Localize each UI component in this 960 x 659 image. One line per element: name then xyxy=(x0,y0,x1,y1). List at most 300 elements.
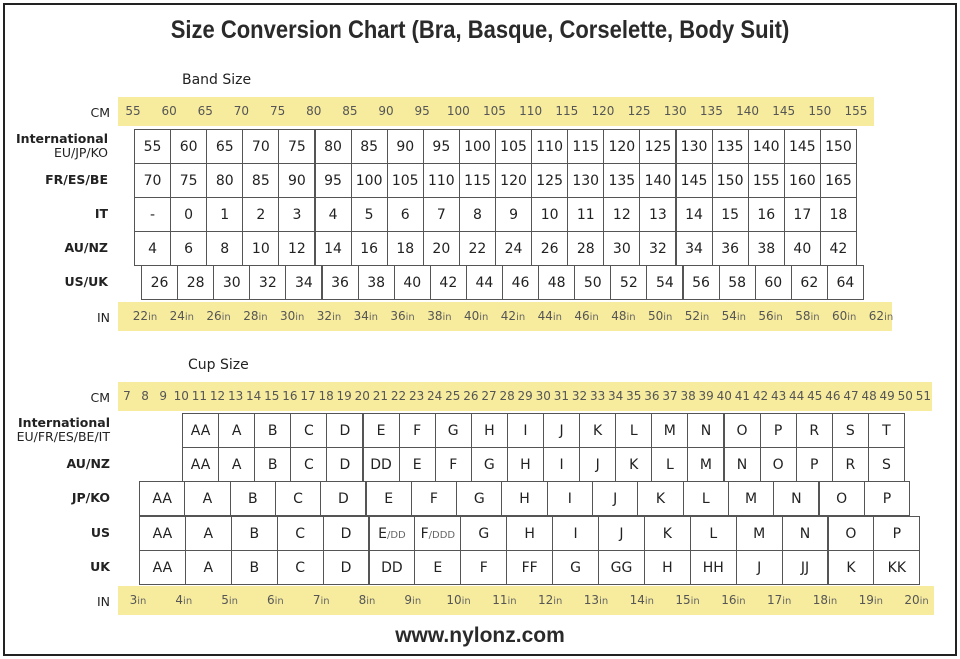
cup-cm-tick xyxy=(389,382,407,411)
cup-cm-tick-value: 11 xyxy=(191,389,208,403)
band-in-tick-value: 46 xyxy=(574,309,590,323)
cup-cell-value: A xyxy=(203,526,214,542)
band-cell xyxy=(820,163,857,198)
band-in-tick-value: 30 xyxy=(279,309,296,323)
band-row-label xyxy=(2,132,108,160)
cup-cell xyxy=(230,481,276,516)
cup-cell xyxy=(651,447,688,482)
cup-cm-tick xyxy=(371,382,389,411)
band-cell xyxy=(719,265,756,300)
band-cell xyxy=(423,197,460,232)
cup-cm-tick xyxy=(715,382,733,411)
band-cell xyxy=(603,163,640,198)
cup-cell xyxy=(290,447,327,482)
band-cell xyxy=(784,129,821,164)
cup-cm-tick-value: 37 xyxy=(662,389,678,403)
cup-cell-value: G xyxy=(570,560,581,576)
cup-in-tick-unit: in xyxy=(599,596,609,607)
band-cell-value: 62 xyxy=(800,275,819,291)
cup-in-tick xyxy=(253,586,299,615)
band-cell-value: 34 xyxy=(295,275,313,291)
band-cell xyxy=(538,265,575,300)
cup-cell xyxy=(363,413,400,448)
cup-cell-value: J xyxy=(559,423,564,439)
cup-in-tick-value: 17 xyxy=(766,593,783,607)
band-in-tick-unit: in xyxy=(148,312,158,323)
band-in-tick-value: 26 xyxy=(206,309,222,323)
cup-cell xyxy=(501,481,547,516)
band-cm-tick-value: 100 xyxy=(446,104,470,118)
cup-cell-value: A xyxy=(203,560,214,576)
band-in-tick-value: 36 xyxy=(390,309,406,323)
site-url: www.nylonz.com xyxy=(395,624,565,647)
cup-in-tick-value: 16 xyxy=(721,593,737,607)
cup-in-tick-value: 6 xyxy=(267,593,275,607)
band-cell-value: 65 xyxy=(215,139,234,155)
band-cell-value: 105 xyxy=(391,173,419,189)
band-in-tick xyxy=(642,302,679,331)
band-cell xyxy=(603,197,640,232)
band-cell-value: 54 xyxy=(656,275,674,291)
cup-cm-tick-value: 38 xyxy=(680,389,696,403)
cup-cell-value: E xyxy=(433,560,443,576)
cup-cm-tick xyxy=(281,382,299,411)
band-cell-value: 130 xyxy=(572,173,600,189)
band-cell xyxy=(820,231,857,266)
band-row-label: US/UK xyxy=(64,274,108,289)
cup-cell xyxy=(435,447,472,482)
band-cell-value: 55 xyxy=(143,139,162,155)
band-cell-value: 105 xyxy=(500,139,527,155)
band-in-tick-unit: in xyxy=(847,312,857,323)
cup-in-tick-value: 13 xyxy=(583,593,600,607)
cup-cm-tick xyxy=(534,382,552,411)
cup-in-tick-value: 7 xyxy=(312,593,321,607)
cup-cm-tick-value: 49 xyxy=(879,389,895,403)
cup-cm-tick-value: 17 xyxy=(300,389,316,403)
band-in-tick xyxy=(127,302,164,331)
cup-cell-value: A xyxy=(202,491,213,507)
cup-cell-value: D xyxy=(340,560,352,576)
cup-cell xyxy=(579,447,616,482)
band-cm-tick-value: 145 xyxy=(772,104,796,118)
band-row-label-line2: EU/JP/KO xyxy=(53,145,108,160)
cup-in-tick xyxy=(436,586,482,615)
band-cell-value: 26 xyxy=(150,275,169,291)
cup-cell-value: I xyxy=(559,457,564,473)
cup-cell xyxy=(460,516,507,551)
cup-cell xyxy=(868,447,905,482)
band-cell xyxy=(676,163,713,198)
band-cm-label: CM xyxy=(90,105,110,120)
band-cell xyxy=(315,129,352,164)
band-in-tick-unit: in xyxy=(332,312,342,323)
cup-in-tick xyxy=(298,586,344,615)
cup-cm-tick xyxy=(190,382,208,411)
cup-cm-tick-value: 28 xyxy=(499,389,515,403)
band-in-tick-unit: in xyxy=(295,312,305,323)
cup-cm-tick xyxy=(770,382,788,411)
band-cm-tick xyxy=(404,97,440,126)
cup-cell-value: AA xyxy=(190,457,211,473)
band-cell-value: 52 xyxy=(619,275,638,291)
band-cm-tick-value: 105 xyxy=(483,104,506,118)
cup-cell-value: I xyxy=(523,423,528,439)
band-cm-tick-value: 55 xyxy=(125,104,141,118)
band-cell xyxy=(206,163,243,198)
band-in-tick-unit: in xyxy=(368,312,378,323)
band-cell-value: 110 xyxy=(536,139,563,155)
band-row-label: AU/NZ xyxy=(64,240,108,255)
cup-cell-value: K xyxy=(593,423,603,439)
band-in-tick-unit: in xyxy=(184,312,194,323)
cup-cell xyxy=(690,550,737,585)
cup-in-tick xyxy=(665,586,711,615)
cup-cell-value: L xyxy=(709,526,718,542)
cup-cell xyxy=(687,447,724,482)
band-cell-value: 130 xyxy=(680,139,708,155)
cup-cm-tick-value: 21 xyxy=(372,389,389,403)
band-cell xyxy=(177,265,214,300)
cup-cell-value: FF xyxy=(521,560,538,576)
band-cell-value: 13 xyxy=(649,207,667,223)
cup-row-label: AU/NZ xyxy=(66,456,110,471)
cup-cell xyxy=(651,413,688,448)
cup-cm-tick xyxy=(661,382,679,411)
band-cell xyxy=(387,129,424,164)
cup-in-tick-unit: in xyxy=(183,596,193,607)
cup-cell xyxy=(615,447,652,482)
band-cell-value: 11 xyxy=(576,207,595,223)
band-cell-value: 60 xyxy=(179,139,198,155)
band-cell xyxy=(748,129,785,164)
band-cm-tick xyxy=(187,97,223,126)
cup-cm-tick-value: 39 xyxy=(698,389,714,403)
band-cell xyxy=(820,197,857,232)
band-cell xyxy=(495,197,532,232)
band-in-tick xyxy=(863,302,900,331)
band-cell-value: 100 xyxy=(464,139,491,155)
cup-cm-tick-value: 23 xyxy=(408,389,425,403)
band-cell-value: 48 xyxy=(547,275,566,291)
cup-in-label: IN xyxy=(96,594,110,609)
band-cm-tick-value: 140 xyxy=(736,104,759,118)
band-in-tick-value: 24 xyxy=(169,309,185,323)
band-cell xyxy=(567,163,604,198)
cup-cm-tick xyxy=(299,382,317,411)
cup-cell-value: B xyxy=(267,457,278,473)
cup-cell-value: H xyxy=(519,491,530,507)
band-cell xyxy=(351,129,388,164)
band-cell xyxy=(134,129,171,164)
cup-cell xyxy=(366,481,412,516)
cup-cell xyxy=(277,550,324,585)
cup-cell xyxy=(687,413,724,448)
band-cell-value: 10 xyxy=(540,207,559,223)
cup-cell-value: G xyxy=(447,423,459,439)
band-in-tick-value: 54 xyxy=(721,309,737,323)
cup-cell xyxy=(683,481,729,516)
band-cm-tick-value: 115 xyxy=(555,104,579,118)
cup-cell-value: B xyxy=(267,423,278,439)
band-cell xyxy=(351,163,388,198)
cup-in-tick xyxy=(344,586,390,615)
cup-cell xyxy=(369,516,416,551)
band-cell-value: 38 xyxy=(757,241,776,257)
cup-cell-value: N xyxy=(736,457,748,473)
band-cell xyxy=(495,163,532,198)
band-cell-value: 36 xyxy=(331,275,349,291)
cup-cell xyxy=(868,413,905,448)
cup-cell-value: N xyxy=(791,491,802,507)
band-cell xyxy=(502,265,539,300)
cup-cell-value: S xyxy=(845,423,855,439)
band-cell-value: 28 xyxy=(186,275,205,291)
band-cell-value: 36 xyxy=(721,241,740,257)
cup-cell-value: M xyxy=(699,457,712,473)
cup-cell xyxy=(782,516,829,551)
band-in-tick-unit: in xyxy=(663,312,673,323)
cup-in-tick xyxy=(207,586,253,615)
band-cell xyxy=(712,197,749,232)
cup-cell xyxy=(326,413,363,448)
band-cell-value: 9 xyxy=(509,207,518,223)
cup-cm-tick-value: 7 xyxy=(123,389,131,403)
cup-cell xyxy=(760,447,797,482)
cup-cm-label: CM xyxy=(90,390,110,405)
band-in-tick-value: 42 xyxy=(500,309,517,323)
cup-cm-tick xyxy=(860,382,878,411)
cup-cell xyxy=(864,481,910,516)
band-cm-tick xyxy=(838,97,874,126)
band-cell xyxy=(206,231,243,266)
cup-in-tick-value: 5 xyxy=(221,593,229,607)
band-in-tick xyxy=(605,302,642,331)
band-cell-value: 95 xyxy=(324,173,342,189)
band-cm-tick-value: 80 xyxy=(306,104,322,118)
cup-cm-tick xyxy=(154,382,172,411)
cup-cm-tick-value: 24 xyxy=(427,389,443,403)
band-in-tick xyxy=(495,302,532,331)
cup-cm-tick xyxy=(335,382,353,411)
band-cell-value: 150 xyxy=(825,139,852,155)
band-in-tick xyxy=(458,302,495,331)
cup-cell xyxy=(506,550,553,585)
cup-cell xyxy=(218,413,255,448)
cup-cm-tick xyxy=(607,382,625,411)
cup-cell-value: C xyxy=(303,423,314,439)
cup-cell xyxy=(644,550,691,585)
cup-cm-tick xyxy=(118,382,136,411)
cup-in-tick xyxy=(161,586,207,615)
cup-cell-alt-size: /DD xyxy=(386,530,406,541)
cup-cell xyxy=(460,550,507,585)
cup-cm-tick-value: 31 xyxy=(553,389,570,403)
cup-in-tick xyxy=(848,586,894,615)
band-cell xyxy=(170,163,207,198)
cup-cm-tick-value: 20 xyxy=(354,389,370,403)
cup-cm-tick xyxy=(462,382,480,411)
band-cell-value: 56 xyxy=(692,275,710,291)
band-cell-value: 22 xyxy=(468,241,487,257)
band-cell-value: 14 xyxy=(685,207,703,223)
cup-cell xyxy=(507,447,544,482)
band-cell xyxy=(170,129,207,164)
band-cm-tick-value: 85 xyxy=(342,104,358,118)
cup-row-label-line2: EU/FR/ES/BE/IT xyxy=(16,429,110,444)
band-cm-tick xyxy=(693,97,729,126)
cup-cm-tick-value: 30 xyxy=(535,389,551,403)
band-cell-value: 85 xyxy=(360,139,379,155)
band-cell-value: 4 xyxy=(148,241,157,257)
band-cell xyxy=(567,197,604,232)
cup-cell-value: T xyxy=(882,423,891,439)
band-in-tick-value: 32 xyxy=(316,309,333,323)
band-size-heading: Band Size xyxy=(182,72,252,88)
band-cell-value: 32 xyxy=(258,275,277,291)
band-cell-value: 95 xyxy=(432,139,451,155)
band-cm-tick-value: 130 xyxy=(663,104,687,118)
cup-cell-value: O xyxy=(736,423,748,439)
cup-cell-value: AA xyxy=(152,526,173,542)
cup-cell-value: K xyxy=(629,457,639,473)
band-cell-value: 150 xyxy=(716,173,744,189)
band-cm-tick xyxy=(260,97,296,126)
cup-cell xyxy=(254,447,291,482)
band-cell-value: 28 xyxy=(576,241,595,257)
band-in-tick-value: 62 xyxy=(868,309,885,323)
band-cell xyxy=(278,231,315,266)
band-in-tick-unit: in xyxy=(736,312,746,323)
band-cell xyxy=(141,265,178,300)
cup-cell-value: H xyxy=(524,526,535,542)
cup-in-tick-unit: in xyxy=(274,596,284,607)
cup-cell-value: A xyxy=(231,457,242,473)
cup-cell-value: B xyxy=(249,526,260,542)
band-cm-tick-value: 110 xyxy=(519,104,543,118)
cup-cm-tick-value: 36 xyxy=(644,389,660,403)
cup-cell-value: J xyxy=(619,526,624,542)
band-cell xyxy=(278,129,315,164)
cup-cm-tick-value: 19 xyxy=(336,389,352,403)
band-cell xyxy=(206,129,243,164)
band-cell xyxy=(531,197,568,232)
cup-cm-tick xyxy=(136,382,154,411)
cup-cm-tick xyxy=(408,382,426,411)
cup-cell xyxy=(320,481,366,516)
band-cell xyxy=(430,265,467,300)
cup-in-tick-unit: in xyxy=(461,596,471,607)
cup-cell-value: E xyxy=(376,423,386,439)
cup-cell-value: L xyxy=(701,491,710,507)
band-cell xyxy=(495,129,532,164)
cup-cell-alt-size: /DDD xyxy=(428,530,456,541)
band-cell-value: 42 xyxy=(829,241,848,257)
cup-cell xyxy=(579,413,616,448)
band-in-tick xyxy=(531,302,568,331)
band-cell-value: 165 xyxy=(825,173,852,189)
cup-cell-value: N xyxy=(700,423,712,439)
band-in-tick-unit: in xyxy=(773,312,783,323)
cup-cell xyxy=(414,550,461,585)
band-cell-value: 58 xyxy=(728,275,747,291)
band-cell-value: 135 xyxy=(716,139,744,155)
band-cell xyxy=(784,163,821,198)
band-cell-value: 40 xyxy=(793,241,812,257)
cup-cm-tick-value: 46 xyxy=(825,389,841,403)
cup-in-tick-value: 12 xyxy=(537,593,554,607)
cup-cm-tick-value: 18 xyxy=(318,389,334,403)
band-cell-value: - xyxy=(150,207,156,223)
cup-cm-tick-value: 27 xyxy=(481,389,497,403)
band-cell-value: 3 xyxy=(292,207,302,223)
cup-cell-value: O xyxy=(836,491,848,507)
cup-cm-tick xyxy=(570,382,588,411)
band-cell xyxy=(784,197,821,232)
band-cell-value: 14 xyxy=(324,241,342,257)
band-cm-tick-value: 70 xyxy=(233,104,250,118)
band-in-tick-unit: in xyxy=(810,312,820,323)
cup-cell-value: AA xyxy=(152,491,172,507)
cup-cell xyxy=(471,413,508,448)
band-in-tick-value: 40 xyxy=(463,309,480,323)
cup-cell xyxy=(615,413,652,448)
band-cell xyxy=(423,231,460,266)
band-cell xyxy=(820,129,857,164)
cup-cell xyxy=(323,516,370,551)
cup-cm-tick-value: 12 xyxy=(209,389,226,403)
band-cell xyxy=(351,197,388,232)
band-cell-value: 16 xyxy=(757,207,776,223)
band-cell-value: 15 xyxy=(721,207,740,223)
cup-in-tick-unit: in xyxy=(553,596,563,607)
cup-cell-value: F xyxy=(449,457,458,473)
cup-in-tick xyxy=(756,586,802,615)
cup-cm-tick xyxy=(824,382,842,411)
cup-cm-tick xyxy=(589,382,607,411)
cup-in-tick-unit: in xyxy=(736,596,746,607)
cup-cell xyxy=(231,550,278,585)
cup-cell-value: M xyxy=(663,423,676,439)
band-cell xyxy=(459,163,496,198)
cup-cm-tick-value: 16 xyxy=(282,389,298,403)
cup-cell xyxy=(369,550,416,585)
band-cell-value: 120 xyxy=(500,173,527,189)
cup-in-tick xyxy=(527,586,573,615)
band-in-tick-unit: in xyxy=(884,312,894,323)
band-cell xyxy=(459,231,496,266)
cup-cm-tick-value: 34 xyxy=(608,389,624,403)
band-cell-value: 115 xyxy=(464,173,491,189)
band-cell-value: 145 xyxy=(680,173,708,189)
cup-cm-tick xyxy=(480,382,498,411)
band-in-tick-unit: in xyxy=(221,312,231,323)
band-cell xyxy=(676,197,713,232)
cup-in-tick-unit: in xyxy=(828,596,838,607)
cup-cell xyxy=(435,413,472,448)
band-in-tick-value: 44 xyxy=(537,309,553,323)
band-in-tick-value: 52 xyxy=(684,309,701,323)
band-cell-value: 7 xyxy=(436,207,446,223)
band-cell-value: 110 xyxy=(427,173,455,189)
cup-cell xyxy=(275,481,321,516)
cup-cell-value: D xyxy=(339,457,351,473)
cup-in-tick-unit: in xyxy=(320,596,330,607)
cup-cm-tick-value: 48 xyxy=(861,389,877,403)
band-cell-value: 5 xyxy=(364,207,374,223)
cup-cell-value: B xyxy=(249,560,260,576)
cup-in-tick-unit: in xyxy=(644,596,654,607)
